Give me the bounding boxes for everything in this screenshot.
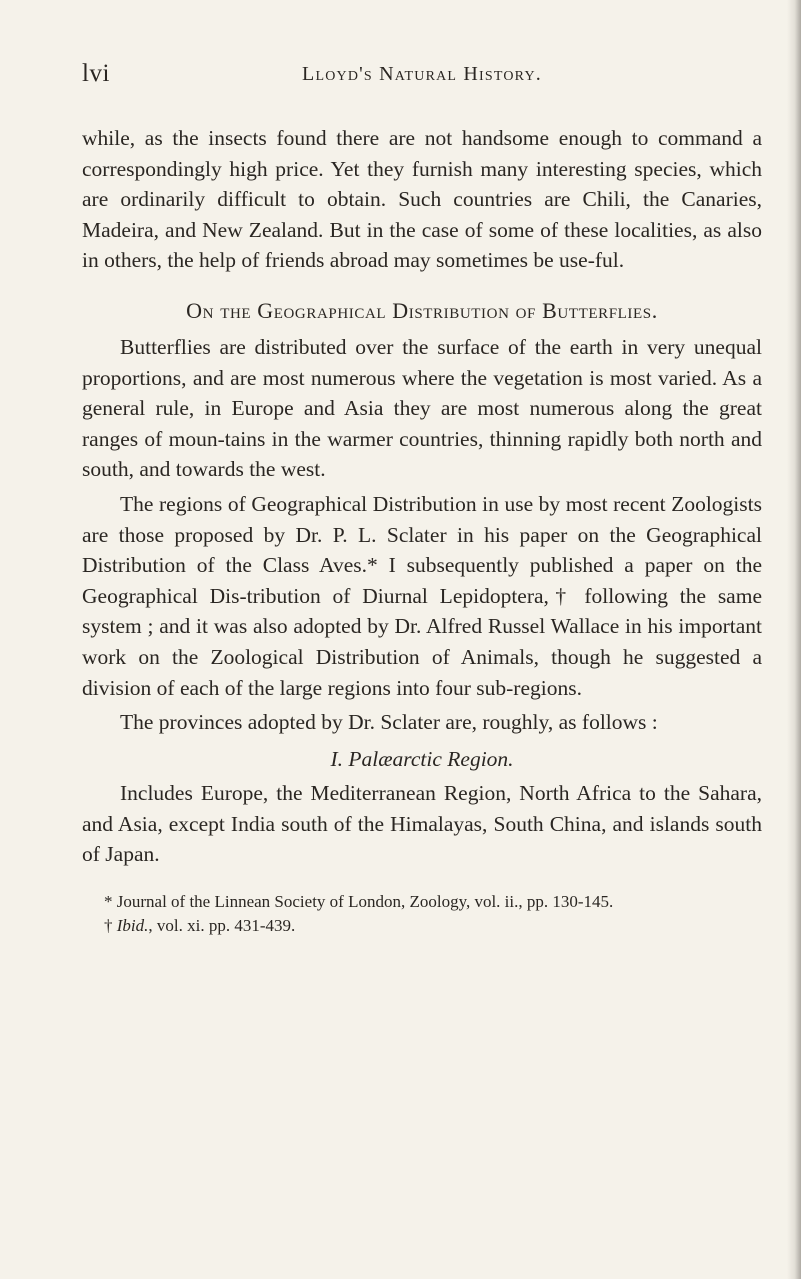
page-number: lvi bbox=[82, 60, 110, 87]
paragraph-palaearctic: Includes Europe, the Mediterranean Region, North Africa to the Sahara, and Asia, except India south of the Himalayas, South China, and islands south of Japan. bbox=[82, 781, 762, 867]
section-heading: On the Geographical Distribution of Butterflies. bbox=[186, 297, 658, 323]
footnote-2 bbox=[82, 914, 762, 938]
footnote-2-rest: , vol. xi. pp. 431-439. bbox=[148, 916, 296, 936]
region-subheading: I. Palæarctic Region. bbox=[330, 746, 514, 771]
book-page bbox=[82, 60, 762, 938]
footnote-1: * Journal of the Linnean Society of London, Zoology, vol. ii., pp. 130-145. bbox=[104, 892, 614, 912]
footnote-2-mark: † bbox=[104, 916, 117, 936]
page-edge-shadow bbox=[787, 0, 801, 1279]
running-title: Lloyd's Natural History. bbox=[302, 63, 542, 85]
paragraph-distribution: Butterflies are distributed over the surface of the earth in very unequal proportions, and are most numerous where the vegetation is most varied. As a general rule, in Europe and Asia they are most numerous along the great ranges of moun-tains in the warmer countries, thinning rapidly both north and south, and towards the west. bbox=[82, 334, 762, 482]
paragraph-continuation: while, as the insects found there are not handsome enough to command a correspondingly high price. Yet they furnish many interesting species, which are ordinarily difficult to obtain. Such countries are Chili, the Canaries, Madeira, and New Zealand. But in the case of some of these localities, as also in others, the help of friends abroad may sometimes be use-ful. bbox=[82, 126, 762, 273]
running-head bbox=[82, 60, 762, 100]
paragraph-regions: The regions of Geographical Distribution in use by most recent Zoologists are those proposed by Dr. P. L. Sclater in his paper on the Geographical Distribution of the Class Aves.* I subsequently published a paper on the Geographical Dis-tribution of Diurnal Lepidoptera,† following the same system ; and it was also adopted by Dr. Alfred Russel Wallace in his important work on the Zoological Distribution of Animals, though he suggested a division of each of the large regions into four sub-regions. bbox=[82, 491, 762, 700]
footnotes bbox=[82, 890, 762, 938]
footnote-2-ibid: Ibid. bbox=[116, 916, 149, 936]
paragraph-provinces: The provinces adopted by Dr. Sclater are, roughly, as follows : bbox=[120, 710, 658, 735]
